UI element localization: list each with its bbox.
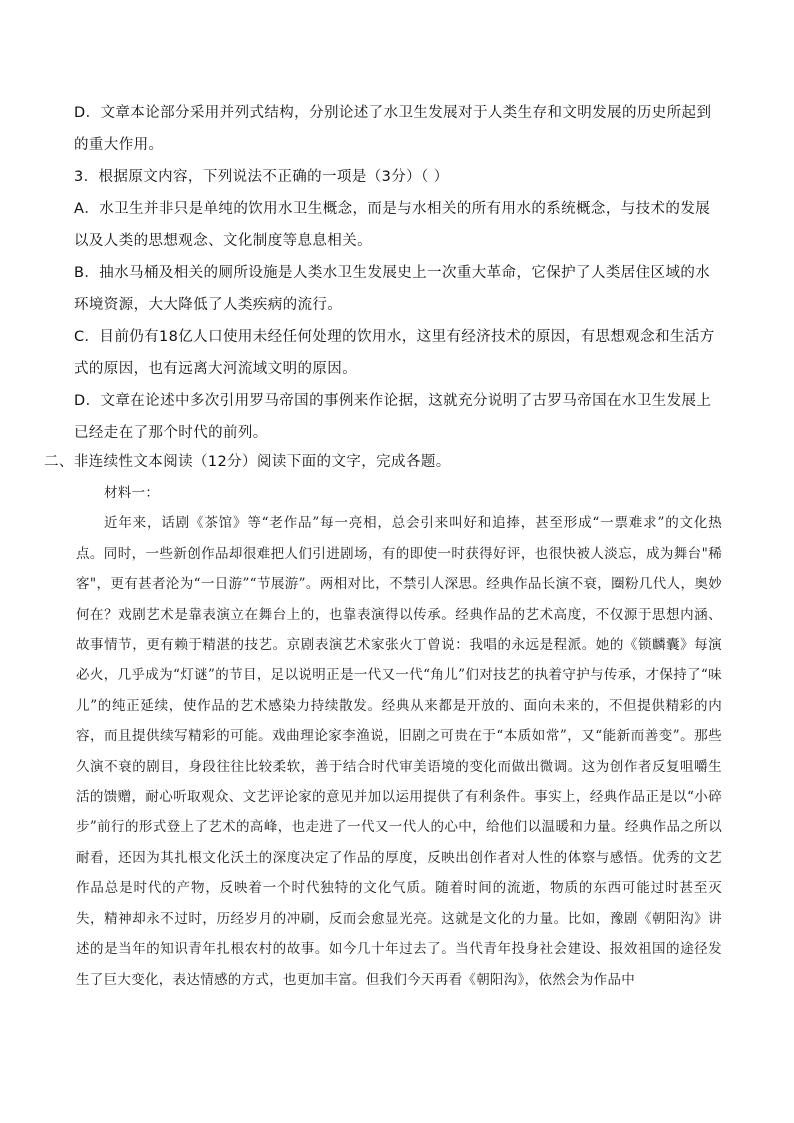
question-block [74,97,724,449]
question-3-option-a: A．水卫生并非只是单纯的饮用水卫生概念，而是与水相关的所有用水的系统概念，与技术的发展以及人类的思想观念、文化制度等息息相关。 [74,201,711,249]
material-label: 材料一： [104,485,160,501]
question-3-option-c: C．目前仍有18亿人口使用未经任何处理的饮用水，这里有经济技术的原因，有思想观念和生活方式的原因，也有远离大河流域文明的原因。 [74,329,715,377]
question-3-option-d: D．文章在论述中多次引用罗马帝国的事例来作论据，这就充分说明了古罗马帝国在水卫生发展上已经走在了那个时代的前列。 [74,393,712,441]
material-one [76,478,722,995]
question-3-option-b: B．抽水马桶及相关的厕所设施是人类水卫生发展史上一次重大革命，它保护了人类居住区域的水环境资源，大大降低了人类疾病的流行。 [74,265,711,313]
material-paragraph: 近年来，话剧《茶馆》等“老作品”每一亮相，总会引来叫好和追捧，甚至形成“一票难求”的文化热点。同时，一些新创作品却很难把人们引进剧场，有的即使一时获得好评，也很快被人淡忘，成为舞台"稀客"，更有甚者沦为“一日游”“节展游”。两相对比，不禁引人深思。经典作品长演不衰，圈粉几代人，奥妙何在？戏剧艺术是靠表演立在舞台上的，也靠表演得以传承。经典作品的艺术高度，不仅源于思想内涵、故事情节，更有赖于精湛的技艺。京剧表演艺术家张火丁曾说：我唱的永远是程派。她的《锁麟囊》每演必火，几乎成为“灯谜”的节目，足以说明正是一代又一代“角儿”们对技艺的执着守护与传承，才保持了“味儿”的纯正延续，使作品的艺术感染力持续散发。经典从来都是开放的、面向未来的，不但提供精彩的内容，而且提供续写精彩的可能。戏曲理论家李渔说，旧剧之可贵在于“本质如常”，又“能新而善变”。那些久演不衰的剧目，身段往往比较柔软，善于结合时代审美语境的变化而做出微调。这为创作者反复咀嚼生活的馈赠，耐心听取观众、文艺评论家的意见并加以运用提供了有利条件。事实上，经典作品正是以“小碎步”前行的形式登上了艺术的高峰，也走进了一代又一代人的心中，给他们以温暖和力量。经典作品之所以耐看，还因为其扎根文化沃土的深度决定了作品的厚度，反映出创作者对人性的体察与感悟。优秀的文艺作品总是时代的产物，反映着一个时代独特的文化气质。随着时间的流逝，物质的东西可能过时甚至灭失，精神却永不过时，历经岁月的冲刷，反而会愈显光亮。这就是文化的力量。比如，豫剧《朝阳沟》讲述的是当年的知识青年扎根农村的故事。如今几十年过去了。当代青年投身社会建设、报效祖国的途径发生了巨大变化，表达情感的方式，也更加丰富。但我们今天再看《朝阳沟》，依然会为作品中 [76,515,722,988]
section-heading: 二、非连续性文本阅读（12分）阅读下面的文字，完成各题。 [44,454,451,470]
question-3-stem: 3．根据原文内容，下列说法不正确的一项是（3分）（ ） [74,169,449,185]
option-d-previous: D．文章本论部分采用并列式结构，分别论述了水卫生发展对于人类生存和文明发展的历史所起到的重大作用。 [74,105,712,153]
